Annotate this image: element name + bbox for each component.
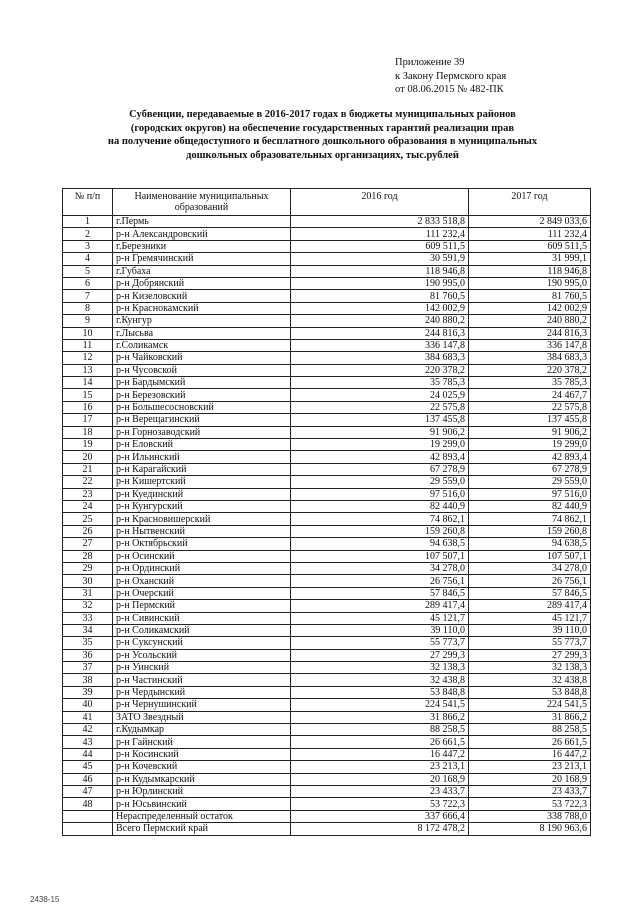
- row-name: р-н Оханский: [113, 575, 291, 587]
- row-value-2017: 31 866,2: [469, 711, 591, 723]
- table-row: [63, 240, 591, 252]
- row-value-2016: 22 575,8: [291, 401, 469, 413]
- row-value-2017: 23 433,7: [469, 785, 591, 797]
- row-name: г.Лысьва: [113, 327, 291, 339]
- row-value-2016: 190 995,0: [291, 277, 469, 289]
- row-value-2016: 30 591,9: [291, 253, 469, 265]
- row-value-2017: 53 722,3: [469, 798, 591, 810]
- table-row: [63, 389, 591, 401]
- row-num: 11: [63, 339, 113, 351]
- row-num: 21: [63, 463, 113, 475]
- row-value-2017: 57 846,5: [469, 587, 591, 599]
- row-num: 6: [63, 277, 113, 289]
- row-value-2017: 137 455,8: [469, 414, 591, 426]
- row-value-2017: 19 299,0: [469, 439, 591, 451]
- row-name: г.Березники: [113, 240, 291, 252]
- row-value-2016: 19 299,0: [291, 439, 469, 451]
- row-value-2016: 240 880,2: [291, 315, 469, 327]
- row-value-2016: 24 025,9: [291, 389, 469, 401]
- row-name: р-н Кунгурский: [113, 500, 291, 512]
- row-value-2016: 53 848,8: [291, 686, 469, 698]
- row-value-2016: 20 168,9: [291, 773, 469, 785]
- table-row: [63, 748, 591, 760]
- row-name: р-н Красновишерский: [113, 513, 291, 525]
- table-row: [63, 785, 591, 797]
- row-num: 30: [63, 575, 113, 587]
- header-name: Наименование муниципальных образований: [113, 189, 291, 216]
- row-value-2016: 32 138,3: [291, 662, 469, 674]
- row-value-2017: 82 440,9: [469, 500, 591, 512]
- table-row: [63, 674, 591, 686]
- row-value-2017: 27 299,3: [469, 649, 591, 661]
- row-value-2016: 45 121,7: [291, 612, 469, 624]
- row-name: р-н Суксунский: [113, 637, 291, 649]
- row-value-2016: 34 278,0: [291, 562, 469, 574]
- row-value-2017: 220 378,2: [469, 364, 591, 376]
- row-name: р-н Косинский: [113, 748, 291, 760]
- row-value-2016: 31 866,2: [291, 711, 469, 723]
- table-row: [63, 724, 591, 736]
- row-name: р-н Горнозаводский: [113, 426, 291, 438]
- table-row: [63, 810, 591, 822]
- row-num: 2: [63, 228, 113, 240]
- row-value-2016: 53 722,3: [291, 798, 469, 810]
- table-row: [63, 711, 591, 723]
- row-num: 19: [63, 439, 113, 451]
- row-value-2017: 23 213,1: [469, 761, 591, 773]
- row-name: р-н Чернушинский: [113, 699, 291, 711]
- appendix-reference: [395, 56, 506, 97]
- row-num: 31: [63, 587, 113, 599]
- row-name: р-н Пермский: [113, 600, 291, 612]
- table-row: [63, 823, 591, 835]
- row-name: р-н Кишертский: [113, 476, 291, 488]
- table-row: [63, 686, 591, 698]
- table-row: [63, 798, 591, 810]
- row-value-2017: 32 138,3: [469, 662, 591, 674]
- row-value-2017: 289 417,4: [469, 600, 591, 612]
- row-value-2016: 26 661,5: [291, 736, 469, 748]
- table-row: [63, 277, 591, 289]
- subsidies-table: [62, 188, 591, 836]
- row-name: р-н Александровский: [113, 228, 291, 240]
- table-row: [63, 562, 591, 574]
- table-row: [63, 500, 591, 512]
- row-name: р-н Березовский: [113, 389, 291, 401]
- row-value-2017: 224 541,5: [469, 699, 591, 711]
- row-num: 36: [63, 649, 113, 661]
- row-value-2017: 34 278,0: [469, 562, 591, 574]
- row-value-2016: 94 638,5: [291, 538, 469, 550]
- table-row: [63, 575, 591, 587]
- row-num: 4: [63, 253, 113, 265]
- title-line-1: Субвенции, передаваемые в 2016-2017 годах в бюджеты муниципальных районов: [129, 109, 516, 120]
- row-num: 16: [63, 401, 113, 413]
- appendix-line-3: от 08.06.2015 № 482-ПК: [395, 84, 504, 95]
- table-row: [63, 662, 591, 674]
- row-value-2016: 32 438,8: [291, 674, 469, 686]
- row-name: г.Кунгур: [113, 315, 291, 327]
- row-num: 47: [63, 785, 113, 797]
- row-value-2016: 159 260,8: [291, 525, 469, 537]
- row-num: 39: [63, 686, 113, 698]
- row-value-2017: 97 516,0: [469, 488, 591, 500]
- row-num: 35: [63, 637, 113, 649]
- document-title: [40, 108, 605, 162]
- table-row: [63, 315, 591, 327]
- row-value-2016: 26 756,1: [291, 575, 469, 587]
- row-name: р-н Гайнский: [113, 736, 291, 748]
- row-value-2017: 22 575,8: [469, 401, 591, 413]
- table-row: [63, 228, 591, 240]
- row-value-2016: 244 816,3: [291, 327, 469, 339]
- row-name: р-н Верещагинский: [113, 414, 291, 426]
- row-value-2016: 224 541,5: [291, 699, 469, 711]
- row-value-2017: 240 880,2: [469, 315, 591, 327]
- row-value-2017: 190 995,0: [469, 277, 591, 289]
- table-row: [63, 587, 591, 599]
- row-value-2016: 111 232,4: [291, 228, 469, 240]
- row-value-2017: 384 683,3: [469, 352, 591, 364]
- table-row: [63, 327, 591, 339]
- row-name: р-н Чусовской: [113, 364, 291, 376]
- row-value-2016: 27 299,3: [291, 649, 469, 661]
- row-value-2016: 107 507,1: [291, 550, 469, 562]
- document-footer-code: 2438-15: [30, 895, 60, 904]
- row-value-2017: 107 507,1: [469, 550, 591, 562]
- appendix-line-1: Приложение 39: [395, 57, 465, 68]
- row-num: 45: [63, 761, 113, 773]
- row-num: 12: [63, 352, 113, 364]
- row-num: 44: [63, 748, 113, 760]
- row-value-2016: 23 433,7: [291, 785, 469, 797]
- row-name: г.Соликамск: [113, 339, 291, 351]
- table-row: [63, 761, 591, 773]
- table-row: [63, 451, 591, 463]
- row-num: 32: [63, 600, 113, 612]
- row-value-2017: 24 467,7: [469, 389, 591, 401]
- row-value-2016: 220 378,2: [291, 364, 469, 376]
- row-name: г.Пермь: [113, 216, 291, 228]
- row-value-2017: 42 893,4: [469, 451, 591, 463]
- title-line-4: дошкольных образовательных организациях, тыс.рублей: [186, 149, 459, 161]
- row-name: р-н Кудымкарский: [113, 773, 291, 785]
- row-num: 13: [63, 364, 113, 376]
- row-value-2016: 137 455,8: [291, 414, 469, 426]
- row-num: 5: [63, 265, 113, 277]
- row-value-2016: 336 147,8: [291, 339, 469, 351]
- row-name: р-н Куединский: [113, 488, 291, 500]
- row-value-2017: 88 258,5: [469, 724, 591, 736]
- row-name: р-н Усольский: [113, 649, 291, 661]
- row-name: р-н Соликамский: [113, 624, 291, 636]
- row-value-2017: 31 999,1: [469, 253, 591, 265]
- row-num: 7: [63, 290, 113, 302]
- row-name: р-н Гремячинский: [113, 253, 291, 265]
- row-num: 26: [63, 525, 113, 537]
- row-num: 3: [63, 240, 113, 252]
- row-value-2016: 23 213,1: [291, 761, 469, 773]
- row-num: 10: [63, 327, 113, 339]
- row-value-2017: 336 147,8: [469, 339, 591, 351]
- row-value-2017: 67 278,9: [469, 463, 591, 475]
- row-value-2017: 111 232,4: [469, 228, 591, 240]
- row-value-2017: 8 190 963,6: [469, 823, 591, 835]
- row-value-2016: 97 516,0: [291, 488, 469, 500]
- table-row: [63, 488, 591, 500]
- row-value-2016: 55 773,7: [291, 637, 469, 649]
- row-value-2016: 88 258,5: [291, 724, 469, 736]
- row-value-2017: 91 906,2: [469, 426, 591, 438]
- row-value-2017: 142 002,9: [469, 302, 591, 314]
- row-value-2017: 81 760,5: [469, 290, 591, 302]
- row-num: [63, 823, 113, 835]
- row-num: 8: [63, 302, 113, 314]
- table-row: [63, 302, 591, 314]
- row-num: 48: [63, 798, 113, 810]
- row-num: 25: [63, 513, 113, 525]
- row-value-2016: 142 002,9: [291, 302, 469, 314]
- table-row: [63, 600, 591, 612]
- table-row: [63, 216, 591, 228]
- row-value-2016: 39 110,0: [291, 624, 469, 636]
- row-name: р-н Сивинский: [113, 612, 291, 624]
- table-header-row: [63, 189, 591, 216]
- table-row: [63, 253, 591, 265]
- row-value-2016: 289 417,4: [291, 600, 469, 612]
- row-value-2017: 94 638,5: [469, 538, 591, 550]
- row-name: р-н Уинский: [113, 662, 291, 674]
- row-value-2016: 42 893,4: [291, 451, 469, 463]
- row-value-2017: 2 849 033,6: [469, 216, 591, 228]
- row-value-2016: 16 447,2: [291, 748, 469, 760]
- row-value-2016: 81 760,5: [291, 290, 469, 302]
- row-num: 29: [63, 562, 113, 574]
- row-num: 15: [63, 389, 113, 401]
- row-num: 20: [63, 451, 113, 463]
- row-value-2017: 26 661,5: [469, 736, 591, 748]
- table-row: [63, 538, 591, 550]
- table-row: [63, 773, 591, 785]
- table-row: [63, 364, 591, 376]
- row-num: 46: [63, 773, 113, 785]
- row-num: [63, 810, 113, 822]
- header-2016: 2016 год: [291, 189, 469, 216]
- row-value-2017: 159 260,8: [469, 525, 591, 537]
- table-row: [63, 463, 591, 475]
- table-row: [63, 352, 591, 364]
- row-name: р-н Карагайский: [113, 463, 291, 475]
- row-value-2016: 337 666,4: [291, 810, 469, 822]
- row-name: Всего Пермский край: [113, 823, 291, 835]
- row-num: 18: [63, 426, 113, 438]
- row-num: 23: [63, 488, 113, 500]
- row-value-2016: 35 785,3: [291, 377, 469, 389]
- title-line-2: (городских округов) на обеспечение государственных гарантий реализации прав: [130, 122, 515, 134]
- row-name: г.Губаха: [113, 265, 291, 277]
- row-value-2017: 20 168,9: [469, 773, 591, 785]
- row-name: Нераспределенный остаток: [113, 810, 291, 822]
- row-name: р-н Октябрьский: [113, 538, 291, 550]
- row-value-2016: 384 683,3: [291, 352, 469, 364]
- header-2017: 2017 год: [469, 189, 591, 216]
- row-value-2017: 609 511,5: [469, 240, 591, 252]
- row-name: ЗАТО Звездный: [113, 711, 291, 723]
- table-row: [63, 401, 591, 413]
- row-num: 9: [63, 315, 113, 327]
- row-num: 22: [63, 476, 113, 488]
- row-name: р-н Очерский: [113, 587, 291, 599]
- row-value-2016: 29 559,0: [291, 476, 469, 488]
- table-row: [63, 525, 591, 537]
- row-name: р-н Большесосновский: [113, 401, 291, 413]
- row-value-2017: 45 121,7: [469, 612, 591, 624]
- appendix-line-2: к Закону Пермского края: [395, 70, 507, 82]
- row-value-2016: 8 172 478,2: [291, 823, 469, 835]
- row-value-2017: 35 785,3: [469, 377, 591, 389]
- row-num: 41: [63, 711, 113, 723]
- table-row: [63, 476, 591, 488]
- row-num: 14: [63, 377, 113, 389]
- row-value-2016: 2 833 518,8: [291, 216, 469, 228]
- row-value-2017: 39 110,0: [469, 624, 591, 636]
- row-value-2016: 67 278,9: [291, 463, 469, 475]
- row-value-2017: 338 788,0: [469, 810, 591, 822]
- row-name: р-н Нытвенский: [113, 525, 291, 537]
- row-name: г.Кудымкар: [113, 724, 291, 736]
- row-num: 43: [63, 736, 113, 748]
- row-name: р-н Бардымский: [113, 377, 291, 389]
- row-num: 42: [63, 724, 113, 736]
- row-num: 40: [63, 699, 113, 711]
- table-row: [63, 699, 591, 711]
- row-name: р-н Осинский: [113, 550, 291, 562]
- row-num: 1: [63, 216, 113, 228]
- row-name: р-н Кочевский: [113, 761, 291, 773]
- row-name: р-н Чердынский: [113, 686, 291, 698]
- row-name: р-н Ильинский: [113, 451, 291, 463]
- row-name: р-н Юрлинский: [113, 785, 291, 797]
- row-name: р-н Еловский: [113, 439, 291, 451]
- table-row: [63, 637, 591, 649]
- row-value-2016: 74 862,1: [291, 513, 469, 525]
- row-name: р-н Кизеловский: [113, 290, 291, 302]
- row-value-2017: 26 756,1: [469, 575, 591, 587]
- table-row: [63, 265, 591, 277]
- row-value-2016: 57 846,5: [291, 587, 469, 599]
- row-name: р-н Добрянский: [113, 277, 291, 289]
- table-row: [63, 612, 591, 624]
- row-value-2017: 32 438,8: [469, 674, 591, 686]
- row-num: 37: [63, 662, 113, 674]
- row-name: р-н Юсьвинский: [113, 798, 291, 810]
- row-num: 38: [63, 674, 113, 686]
- table-row: [63, 426, 591, 438]
- row-value-2017: 53 848,8: [469, 686, 591, 698]
- row-value-2017: 74 862,1: [469, 513, 591, 525]
- table-row: [63, 377, 591, 389]
- table-row: [63, 439, 591, 451]
- header-num: № п/п: [63, 189, 113, 216]
- table-row: [63, 513, 591, 525]
- row-num: 17: [63, 414, 113, 426]
- table-row: [63, 624, 591, 636]
- row-num: 27: [63, 538, 113, 550]
- row-value-2016: 118 946,8: [291, 265, 469, 277]
- table-row: [63, 414, 591, 426]
- table-row: [63, 649, 591, 661]
- row-name: р-н Чайковский: [113, 352, 291, 364]
- row-num: 24: [63, 500, 113, 512]
- row-value-2016: 609 511,5: [291, 240, 469, 252]
- row-name: р-н Частинский: [113, 674, 291, 686]
- table-row: [63, 339, 591, 351]
- row-value-2016: 91 906,2: [291, 426, 469, 438]
- row-value-2017: 118 946,8: [469, 265, 591, 277]
- row-value-2017: 16 447,2: [469, 748, 591, 760]
- row-value-2017: 55 773,7: [469, 637, 591, 649]
- row-num: 28: [63, 550, 113, 562]
- table-row: [63, 550, 591, 562]
- row-num: 33: [63, 612, 113, 624]
- row-name: р-н Ординский: [113, 562, 291, 574]
- row-num: 34: [63, 624, 113, 636]
- row-value-2017: 244 816,3: [469, 327, 591, 339]
- title-line-3: на получение общедоступного и бесплатного дошкольного образования в муниципальных: [107, 136, 538, 147]
- row-value-2017: 29 559,0: [469, 476, 591, 488]
- row-value-2016: 82 440,9: [291, 500, 469, 512]
- table-row: [63, 290, 591, 302]
- table-row: [63, 736, 591, 748]
- row-name: р-н Краснокамский: [113, 302, 291, 314]
